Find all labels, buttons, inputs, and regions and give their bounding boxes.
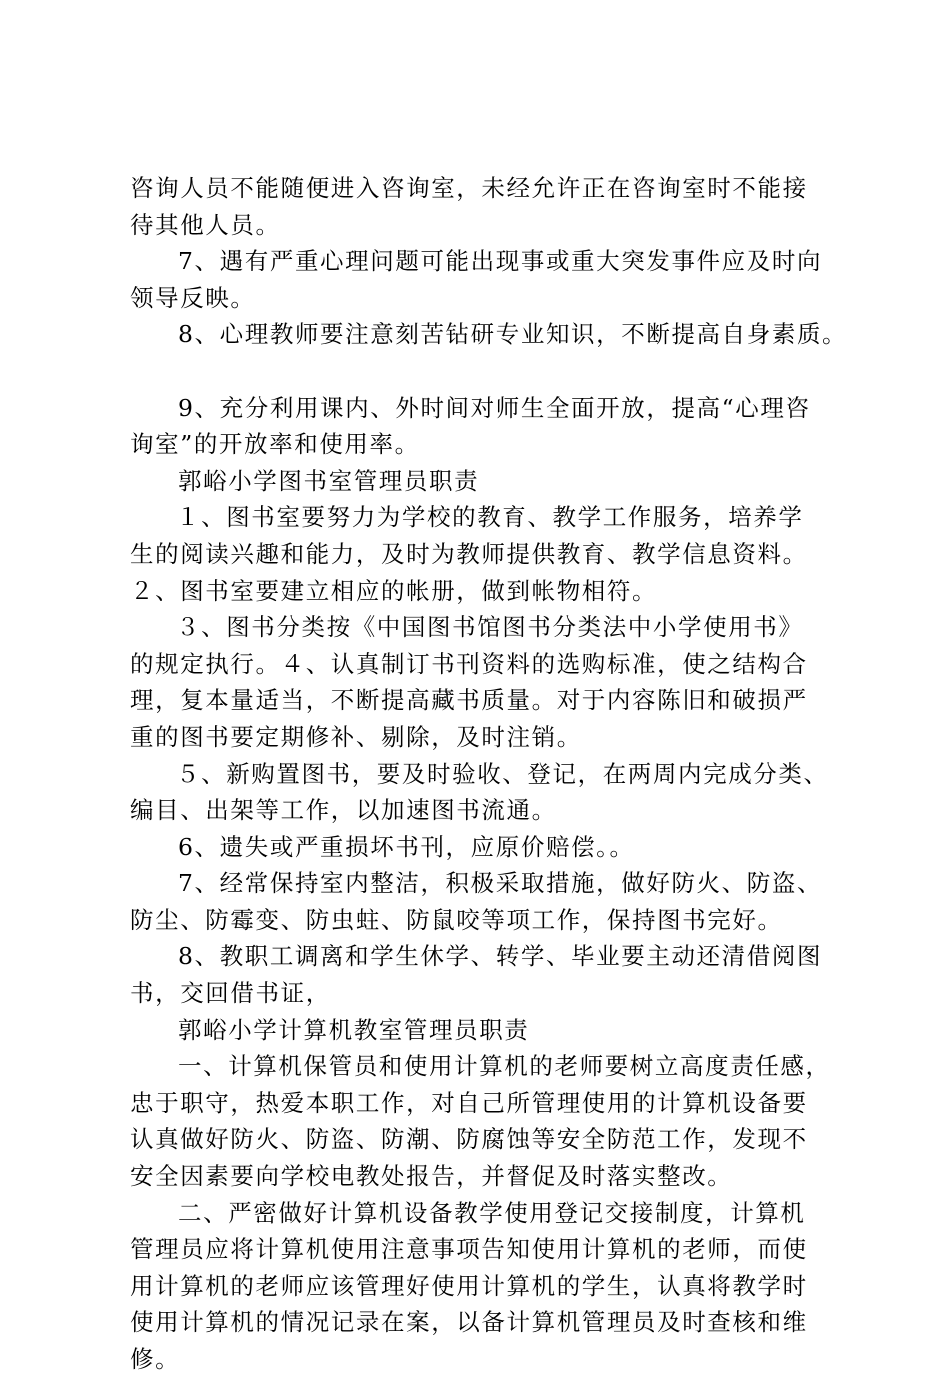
text-line: 7、遇有严重心理问题可能出现事或重大突发事件应及时向 — [178, 247, 823, 276]
document-body — [130, 170, 850, 1378]
text-line: 重的图书要定期修补、剔除，及时注销。 — [130, 722, 582, 751]
text-line: 8、教职工调离和学生休学、转学、毕业要主动还清借阅图 — [178, 942, 823, 971]
text-line: １、图书室要努力为学校的教育、教学工作服务，培养学 — [176, 503, 804, 532]
paragraph-gap — [130, 353, 850, 390]
text-line: 8、心理教师要注意刻苦钻研专业知识，不断提高自身素质。 — [178, 320, 848, 349]
text-line: 7、经常保持室内整洁，积极采取措施，做好防火、防盗、 — [178, 869, 823, 898]
text-line: 用计算机的老师应该管理好使用计算机的学生，认真将教学时 — [130, 1271, 808, 1300]
text-line: 待其他人员。 — [130, 210, 281, 239]
text-line: 二、严密做好计算机设备教学使用登记交接制度，计算机 — [178, 1198, 806, 1227]
text-line: 询室”的开放率和使用率。 — [130, 430, 420, 459]
text-line: ３、图书分类按《中国图书馆图书分类法中小学使用书》 — [176, 613, 804, 642]
text-line: 理，复本量适当，不断提高藏书质量。对于内容陈旧和破损严 — [130, 686, 808, 715]
text-line: ５、新购置图书，要及时验收、登记，在两周内完成分类、 — [176, 759, 829, 788]
text-line: 咨询人员不能随便进入咨询室，未经允许正在咨询室时不能接 — [130, 174, 808, 202]
text-line: 9、充分利用课内、外时间对师生全面开放，提高“心理咨 — [178, 393, 811, 422]
text-line: 一、计算机保管员和使用计算机的老师要树立高度责任感， — [178, 1052, 831, 1081]
text-line: 领导反映。 — [130, 283, 256, 312]
text-line: ２、图书室要建立相应的帐册，做到帐物相符。 — [130, 576, 658, 605]
text-line: 认真做好防火、防盗、防潮、防腐蚀等安全防范工作，发现不 — [130, 1125, 808, 1154]
text-line: 生的阅读兴趣和能力，及时为教师提供教育、教学信息资料。 — [130, 539, 808, 568]
section-heading: 郭峪小学计算机教室管理员职责 — [178, 1015, 530, 1044]
text-line: 管理员应将计算机使用注意事项告知使用计算机的老师，而使 — [130, 1235, 808, 1264]
text-line: 防尘、防霉变、防虫蛀、防鼠咬等项工作，保持图书完好。 — [130, 905, 783, 934]
text-line: 书，交回借书证， — [130, 979, 331, 1008]
text-line: 安全因素要向学校电教处报告，并督促及时落实整改。 — [130, 1162, 733, 1191]
text-line: 编目、出架等工作，以加速图书流通。 — [130, 796, 557, 825]
text-line: 忠于职守，热爱本职工作，对自己所管理使用的计算机设备要 — [130, 1088, 808, 1117]
text-line: 的规定执行。４、认真制订书刊资料的选购标准，使之结构合 — [130, 649, 808, 678]
text-line: 修。 — [130, 1345, 181, 1373]
section-heading: 郭峪小学图书室管理员职责 — [178, 466, 480, 495]
text-line: 使用计算机的情况记录在案，以备计算机管理员及时查核和维 — [130, 1308, 808, 1337]
text-line: 6、遗失或严重损坏书刊，应原价赔偿。。 — [178, 832, 635, 861]
